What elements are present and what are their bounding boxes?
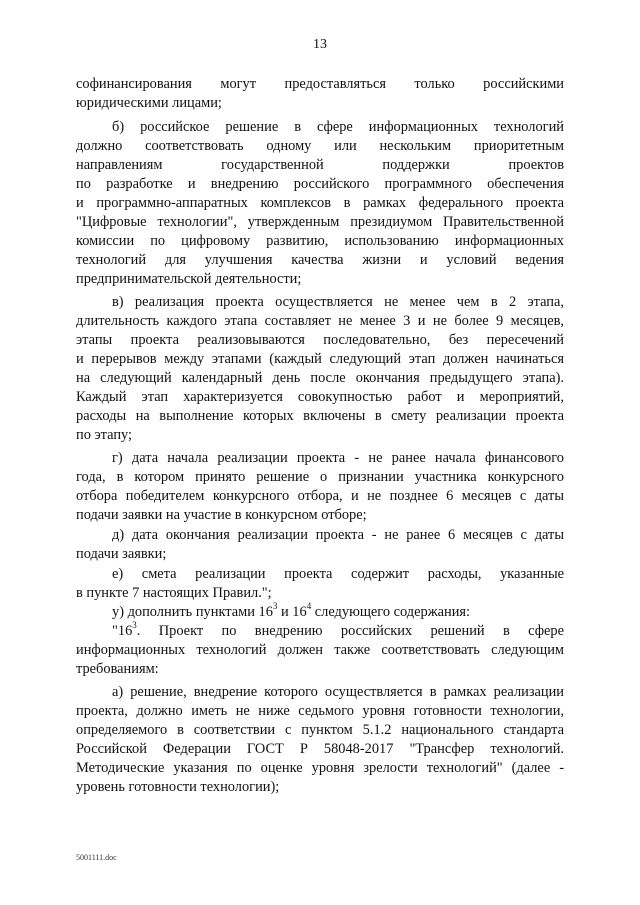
text-line bbox=[112, 622, 564, 641]
text-line: направлениям государственной поддержки проектов bbox=[76, 157, 564, 173]
text-line bbox=[112, 603, 564, 622]
text-line: уровень готовности технологии); bbox=[76, 779, 280, 795]
text-line: подачи заявки; bbox=[76, 546, 167, 562]
text-line: софинансирования могут предоставляться только российскими bbox=[76, 76, 564, 92]
superscript: 4 bbox=[306, 601, 312, 612]
text-line: "Цифровые технологии", утвержденным президиумом Правительственной bbox=[76, 214, 564, 230]
text-line: в) реализация проекта осуществляется не менее чем в 2 этапа, bbox=[112, 294, 564, 310]
text-line: б) российское решение в сфере информационных технологий bbox=[112, 119, 564, 135]
text-line: Каждый этап характеризуется совокупностью работ и мероприятий, bbox=[76, 389, 564, 405]
text-line: Методические указания по оценке уровня зрелости технологий" (далее - bbox=[76, 760, 564, 776]
superscript: 3 bbox=[272, 601, 278, 612]
text-line: и перерывов между этапами (каждый следующий этап должен начинаться bbox=[76, 351, 564, 367]
text-line: комиссии по цифровому развитию, использованию информационных bbox=[76, 233, 564, 249]
text-line: должно соответствовать одному или нескольким приоритетным bbox=[76, 138, 564, 154]
text-line: д) дата окончания реализации проекта - не ранее 6 месяцев с даты bbox=[112, 527, 564, 543]
superscript: 3 bbox=[132, 620, 137, 631]
text-run: и 16 bbox=[277, 604, 307, 620]
text-line: по разработке и внедрению российского программного обеспечения bbox=[76, 176, 564, 192]
text-run: . Проект по внедрению российских решений в сфере bbox=[136, 623, 564, 639]
text-line: по этапу; bbox=[76, 427, 133, 443]
text-line: требованиям: bbox=[76, 661, 159, 677]
page-number: 13 bbox=[313, 37, 327, 52]
text-line: длительность каждого этапа составляет не менее 3 и не более 9 месяцев, bbox=[76, 313, 564, 329]
text-line: этапы проекта реализовываются последовательно, без пересечений bbox=[76, 332, 564, 348]
text-line: Российской Федерации ГОСТ Р 58048-2017 "Трансфер технологий. bbox=[76, 741, 564, 757]
text-line: в пункте 7 настоящих Правил."; bbox=[76, 585, 272, 601]
text-line: юридическими лицами; bbox=[76, 95, 222, 111]
text-line: предпринимательской деятельности; bbox=[76, 271, 302, 287]
text-line: проекта, должно иметь не ниже седьмого уровня готовности технологии, bbox=[76, 703, 564, 719]
text-line: расходы на выполнение которых включены в смету реализации проекта bbox=[76, 408, 564, 424]
text-line: а) решение, внедрение которого осуществляется в рамках реализации bbox=[112, 684, 564, 700]
text-line: подачи заявки на участие в конкурсном отборе; bbox=[76, 507, 367, 523]
text-line: г) дата начала реализации проекта - не ранее начала финансового bbox=[112, 450, 564, 466]
text-line: е) смета реализации проекта содержит расходы, указанные bbox=[112, 566, 564, 582]
text-line: определяемого в соответствии с пунктом 5.1.2 национального стандарта bbox=[76, 722, 564, 738]
text-run: "16 bbox=[112, 623, 133, 639]
file-name-footer: 5001111.doc bbox=[76, 853, 117, 862]
text-line: отбора победителем конкурсного отбора, и не позднее 6 месяцев с даты bbox=[76, 488, 564, 504]
text-line: года, в котором принято решение о признании участника конкурсного bbox=[76, 469, 564, 485]
text-line: на следующий календарный день после окончания предыдущего этапа). bbox=[76, 370, 564, 386]
text-line: и программно-аппаратных комплексов в рамках федерального проекта bbox=[76, 195, 564, 211]
text-run: следующего содержания: bbox=[311, 604, 471, 620]
text-line: технологий для улучшения качества жизни и условий ведения bbox=[76, 252, 564, 268]
text-line: информационных технологий должен также соответствовать следующим bbox=[76, 642, 564, 658]
text-run: у) дополнить пунктами 16 bbox=[112, 604, 273, 620]
